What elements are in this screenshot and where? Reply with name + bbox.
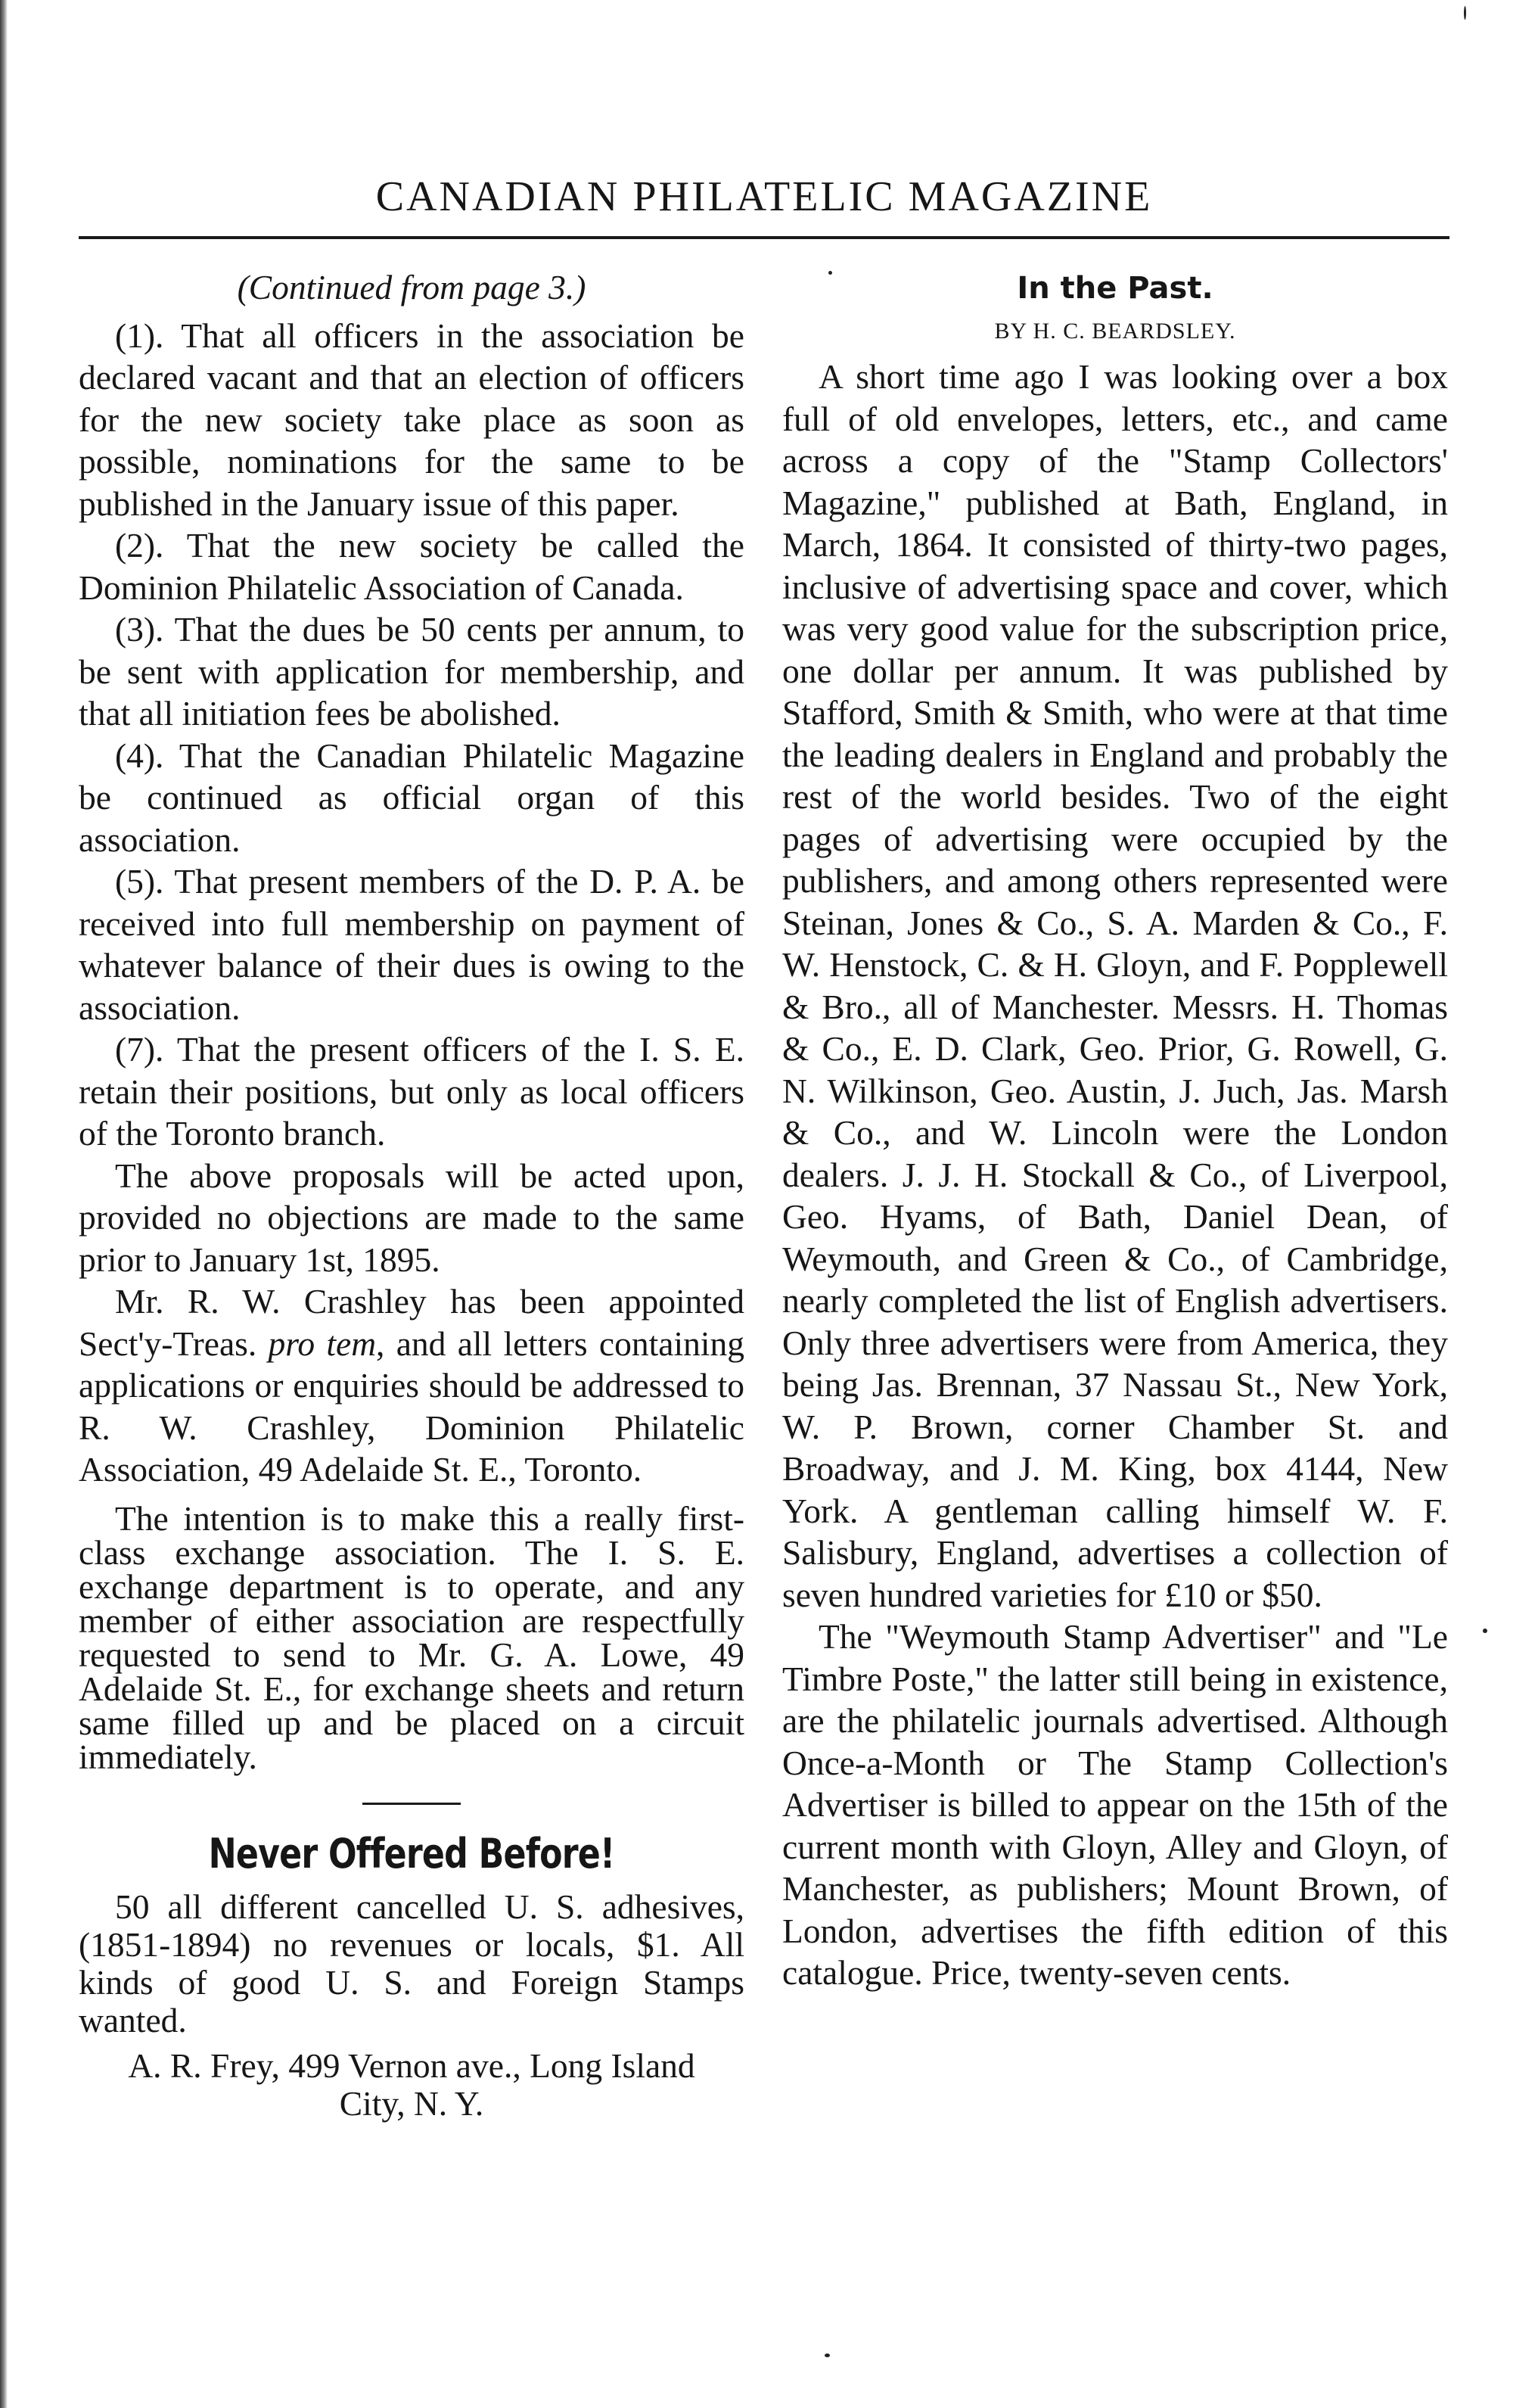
advertisement-signature-line: City, N. Y. [339,2083,484,2123]
article-title: In the Past. [1017,271,1213,306]
advertisement-signature-line: A. R. Frey, 499 Vernon ave., Long Island [128,2046,695,2085]
article-paragraph: The "Weymouth Stamp Advertiser" and "Le Timbre Poste," the latter still being in existence, are the philatelic journals advertised. Although Once-a-Month or The Stamp Collection's Advertiser is billed to appear on the 15th of the current month with Gloyn, Alley and Gloyn, of Manchester, as publishers; Mount Brown, of London, advertises the fifth edition of this catalogue. Price, twenty-seven cents. [782,1617,1448,1992]
proposal-paragraph: (3). That the dues be 50 cents per annum, to be sent with application for membership, and that all initiation fees be abolished. [79,610,744,733]
advertisement [79,1831,744,2123]
proposal-paragraph: (4). That the Canadian Philatelic Magazine be continued as official organ of this association. [79,736,744,859]
print-speck [1483,1629,1487,1633]
print-speck [825,2354,830,2357]
right-column [782,266,1448,1994]
masthead-title: CANADIAN PHILATELIC MAGAZINE [375,173,1153,220]
continued-note: (Continued from page 3.) [237,268,586,306]
advertisement-heading: Never Offered Before! [208,1829,615,1878]
proposal-paragraph: The above proposals will be acted upon, provided no objections are made to the same prior to January 1st, 1895. [79,1156,744,1279]
print-speck [1464,6,1466,20]
article-paragraph: A short time ago I was looking over a box full of old envelopes, letters, etc., and came across a copy of the "Stamp Collectors' Magazine," published at Bath, England, in March, 1864. It consisted of thirty-two pages, inclusive of advertising space and cover, which was very good value for the subscription price, one dollar per annum. It was published by Stafford, Smith & Smith, who were at that time the leading dealers in England and probably the rest of the world besides. Two of the eight pages of advertising were occupied by the publishers, and among others represented were Steinan, Jones & Co., S. A. Marden & Co., F. W. Henstock, C. & H. Gloyn, and F. Popplewell & Bro., all of Manchester. Messrs. H. Thomas & Co., E. D. Clark, Geo. Prior, G. Rowell, G. N. Wilkinson, Geo. Austin, J. Juch, Jas. Marsh & Co., and W. Lincoln were the London dealers. J. J. H. Stockall & Co., of Liverpool, Geo. Hyams, of Bath, Daniel Dean, of Weymouth, and Green & Co., of Cambridge, nearly completed the list of English advertisers. Only three advertisers were from America, they being Jas. Brennan, 37 Nassau St., New York, W. P. Brown, corner Chamber St. and Broadway, and J. M. King, box 4144, New York. A gentleman calling himself W. F. Salisbury, England, advertises a collection of seven hundred varieties for £10 or $50. [782,357,1448,1614]
advertisement-body: 50 all different cancelled U. S. adhesives, (1851-1894) no revenues or locals, $1. All kinds of good U. S. and Foreign Stamps wanted. [79,1887,744,2039]
appointment-text-after: , and all letters containing applications or enquiries should be addressed to R. W. Crashley, Dominion Philatelic Association, 49 Adelaide St. E., Toronto. [79,1324,744,1489]
closing-paragraph: The intention is to make this a really first-class exchange association. The I. S. E. exchange department is to operate, and any member of either association are respectfully requested to send to Mr. G. A. Lowe, 49 Adelaide St. E., for exchange sheets and return same filled up and be placed on a circuit immediately. [79,1498,744,1776]
print-speck [828,271,832,275]
page-binding-edge [0,0,8,2408]
proposal-paragraph: (1). That all officers in the association be declared vacant and that an election of officers for the new society take place as soon as possible, nominations for the same to be published in the January issue of this paper. [79,316,744,523]
appointment-emphasis: pro tem [268,1324,377,1363]
advertisement-signature [79,2047,744,2123]
proposal-paragraph: (5). That present members of the D. P. A. be received into full membership on payment of whatever balance of their dues is owing to the association. [79,862,744,1027]
proposal-paragraph: (7). That the present officers of the I. S. E. retain their positions, but only as local officers of the Toronto branch. [79,1030,744,1153]
appointment-paragraph [79,1280,744,1491]
left-column [79,266,744,2123]
section-divider [362,1803,461,1805]
appointment-text-before: Mr. R. W. Crashley has been appointed Sect'y-Treas. [79,1282,744,1363]
article-byline: BY H. C. BEARDSLEY. [994,319,1236,344]
masthead-rule [79,236,1449,239]
proposal-paragraph: (2). That the new society be called the Dominion Philatelic Association of Canada. [79,526,744,607]
